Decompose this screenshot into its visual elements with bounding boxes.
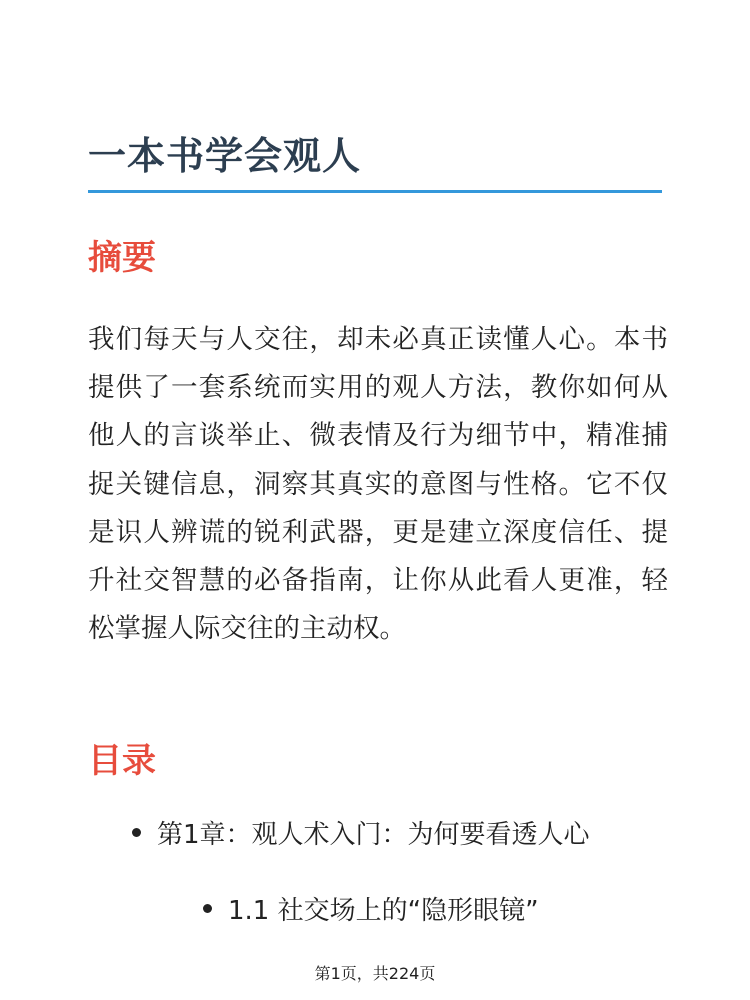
page-indicator: 第1页，共224页 [314,964,436,983]
bullet-icon [203,904,212,913]
bullet-icon [132,828,141,837]
toc-item-section-1-1[interactable] [203,891,539,931]
toc-item-chapter-1[interactable] [132,815,590,855]
toc-heading: 目录 [88,741,156,781]
summary-heading: 摘要 [88,238,156,278]
book-title: 一本书学会观人 [88,134,362,178]
title-divider [88,190,662,193]
summary-paragraph: 我们每天与人交往，却未必真正读懂人心。本书提供了一套系统而实用的观人方法，教你如何从他人的言谈举止、微表情及行为细节中，精准捕捉关键信息，洞察其真实的意图与性格。它不仅是识人辨谎的锐利武器，更是建立深度信任、提升社交智慧的必备指南，让你从此看人更准，轻松掌握人际交往的主动权。 [88,324,668,645]
toc-item-label: 1.1 社交场上的“隐形眼镜” [228,896,539,926]
toc-item-label: 第1章：观人术入门：为何要看透人心 [157,820,590,850]
